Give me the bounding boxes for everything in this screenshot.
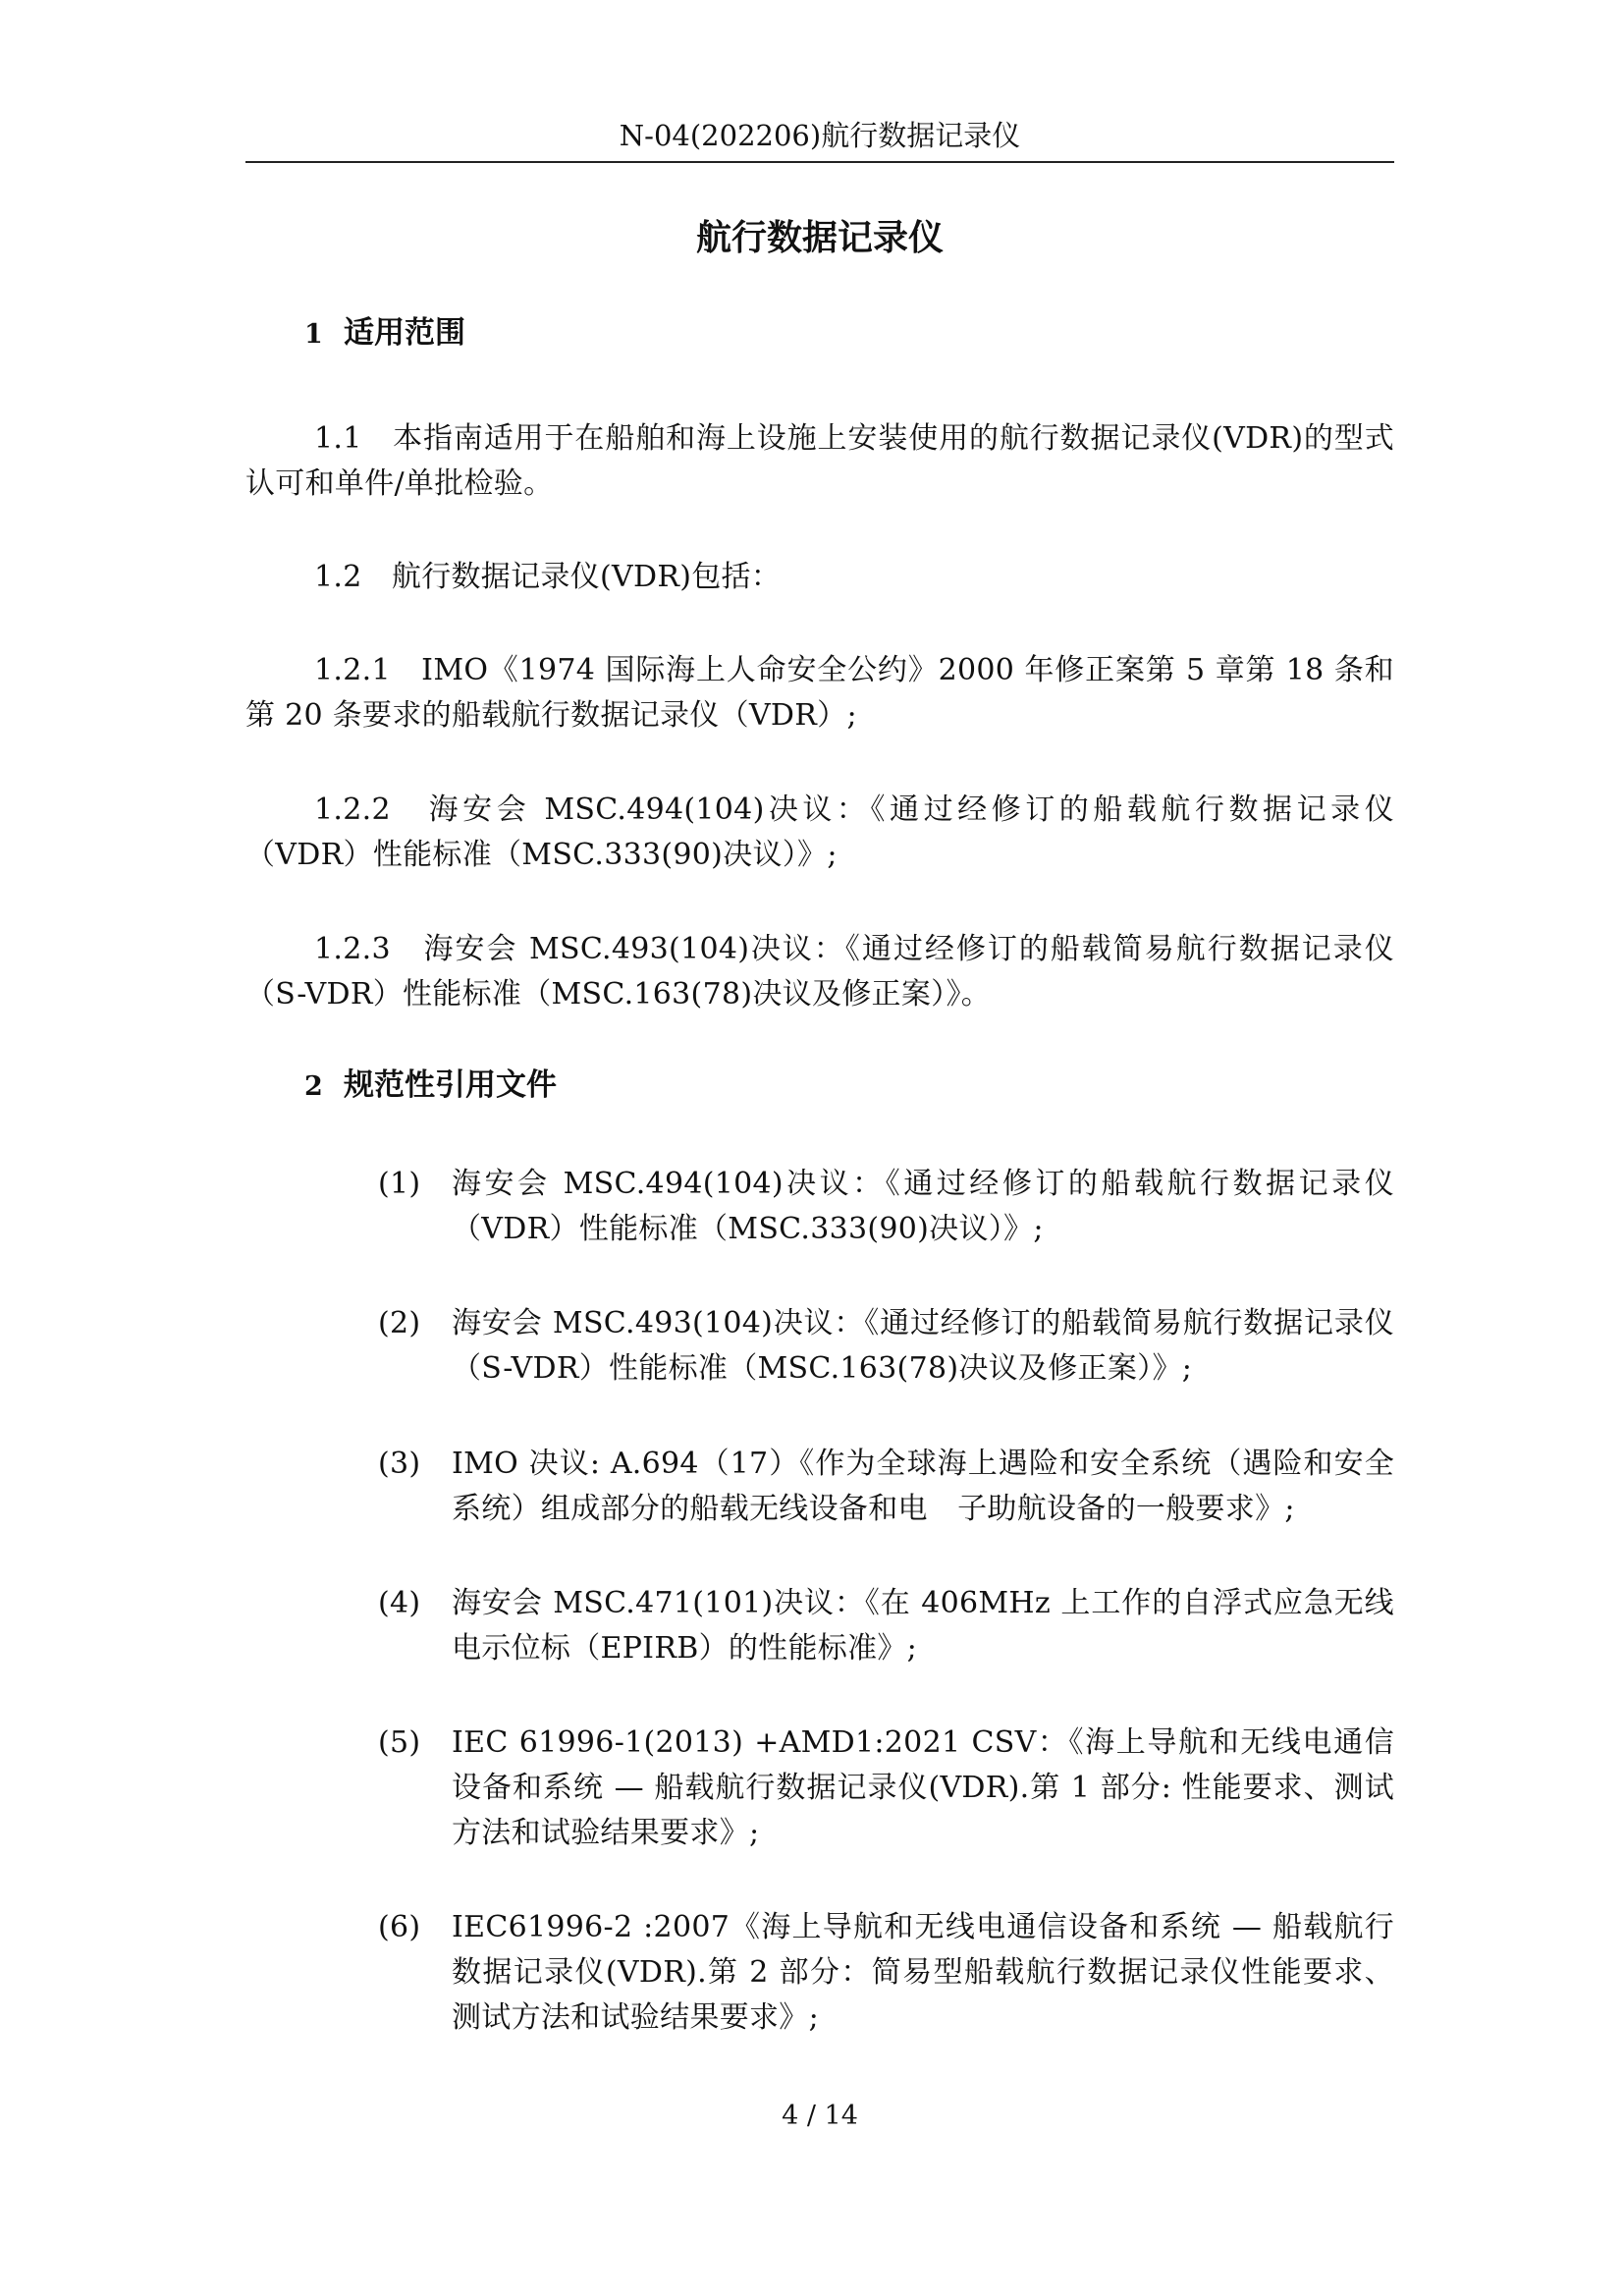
reference-text: 海安会 MSC.494(104)决议：《通过经修订的船载航行数据记录仪（VDR）性能标准（MSC.333(90)决议）》; bbox=[452, 1167, 1394, 1246]
reference-number: (5) bbox=[378, 1725, 421, 1760]
paragraph-1-2-2: 1.2.2 海安会 MSC.494(104)决议：《通过经修订的船载航行数据记录仪（VDR）性能标准（MSC.333(90)决议）》; bbox=[245, 793, 1394, 872]
section-title: 适用范围 bbox=[344, 315, 465, 351]
document-title: 航行数据记录仪 bbox=[695, 218, 944, 258]
reference-text: 海安会 MSC.493(104)决议：《通过经修订的船载简易航行数据记录仪（S-VDR）性能标准（MSC.163(78)决议及修正案）》; bbox=[452, 1306, 1394, 1386]
reference-number: (6) bbox=[378, 1910, 421, 1944]
section-heading-scope bbox=[304, 313, 465, 355]
reference-item bbox=[378, 1721, 1394, 1856]
section-number: 1 bbox=[304, 319, 323, 350]
running-header: N-04(202206)航行数据记录仪 bbox=[619, 119, 1021, 152]
section-number: 2 bbox=[304, 1071, 323, 1102]
reference-item bbox=[378, 1581, 1394, 1671]
paragraph-1-2-1: 1.2.1 IMO《1974 国际海上人命安全公约》2000 年修正案第 5 章第 18 条和第 20 条要求的船载航行数据记录仪（VDR）; bbox=[245, 653, 1394, 733]
reference-item bbox=[378, 1301, 1394, 1392]
reference-number: (1) bbox=[378, 1167, 421, 1201]
reference-item bbox=[378, 1905, 1394, 2041]
header-divider bbox=[245, 161, 1394, 163]
reference-number: (4) bbox=[378, 1586, 421, 1620]
reference-number: (3) bbox=[378, 1447, 421, 1481]
reference-text: IMO 决议: A.694（17）《作为全球海上遇险和安全系统（遇险和安全系统）组成部分的船载无线设备和电 子助航设备的一般要求》; bbox=[452, 1447, 1394, 1526]
reference-text: IEC 61996-1(2013) +AMD1:2021 CSV：《海上导航和无线电通信设备和系统 — 船载航行数据记录仪(VDR).第 1 部分: 性能要求、测试方法和试验结果要求》; bbox=[452, 1725, 1394, 1850]
section-heading-references bbox=[304, 1066, 557, 1107]
paragraph-1-2-3: 1.2.3 海安会 MSC.493(104)决议：《通过经修订的船载简易航行数据记录仪（S-VDR）性能标准（MSC.163(78)决议及修正案）》。 bbox=[245, 932, 1394, 1011]
reference-item bbox=[378, 1442, 1394, 1532]
page-number: 4 / 14 bbox=[782, 2101, 858, 2131]
reference-number: (2) bbox=[378, 1306, 421, 1340]
paragraph-1-2: 1.2 航行数据记录仪(VDR)包括： bbox=[314, 560, 782, 594]
paragraph-1-1: 1.1 本指南适用于在船舶和海上设施上安装使用的航行数据记录仪(VDR)的型式认可和单件/单批检验。 bbox=[245, 421, 1394, 501]
reference-text: 海安会 MSC.471(101)决议：《在 406MHz 上工作的自浮式应急无线电示位标（EPIRB）的性能标准》; bbox=[452, 1586, 1394, 1666]
section-title: 规范性引用文件 bbox=[344, 1067, 557, 1103]
reference-text: IEC61996-2 :2007《海上导航和无线电通信设备和系统 — 船载航行数据记录仪(VDR).第 2 部分：简易型船载航行数据记录仪性能要求、测试方法和试验结果要求》; bbox=[452, 1910, 1394, 2035]
reference-item bbox=[378, 1162, 1394, 1252]
